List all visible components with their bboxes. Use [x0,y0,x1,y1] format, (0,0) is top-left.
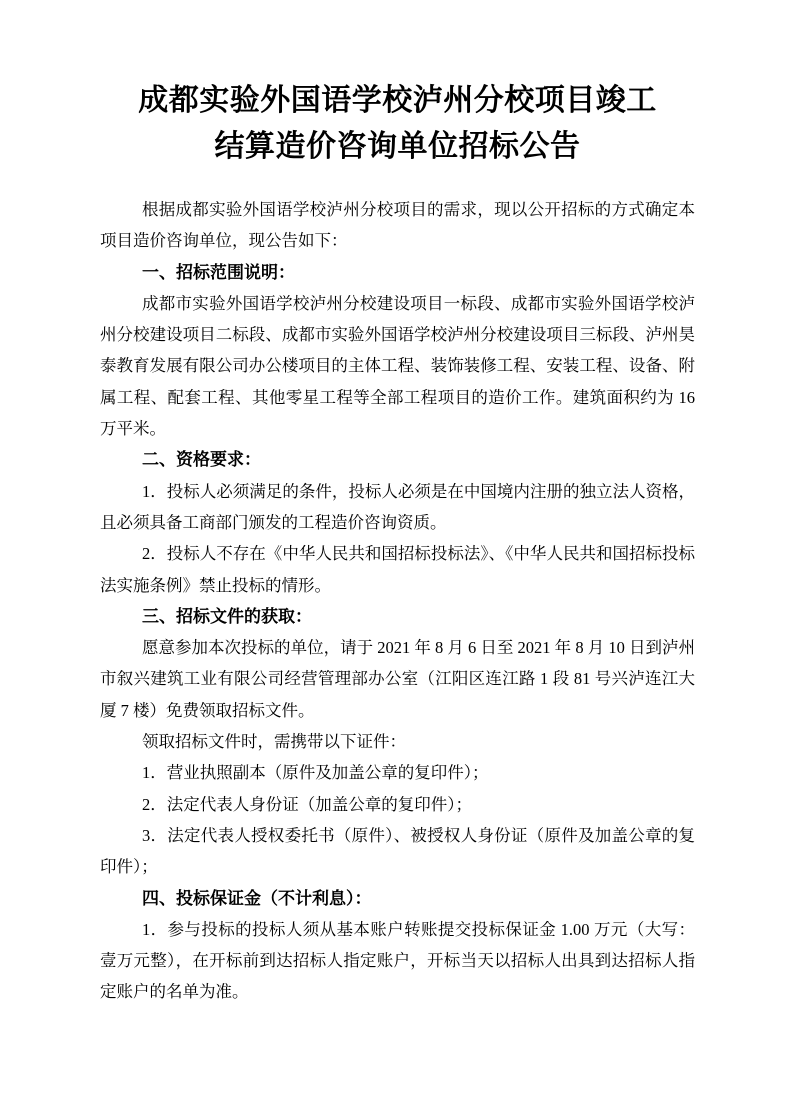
section-3-item-2: 2．法定代表人身份证（加盖公章的复印件）； [142,794,472,814]
intro-paragraph: 根据成都实验外国语学校泸州分校项目的需求，现以公开招标的方式确定本项目造价咨询单位，现公告如下： [100,200,695,251]
section-3-item-1: 1．营业执照副本（原件及加盖公章的复印件）； [142,763,489,783]
document-title [100,78,695,170]
document-title-line-2: 结算造价咨询单位招标公告 [214,130,581,163]
section-heading-1: 一、招标范围说明： [142,262,295,282]
section-4-paragraph: 1．参与投标的投标人须从基本账户转账提交投标保证金 1.00 万元（大写：壹万元整），在开标前到达招标人指定账户，开标当天以招标人出具到达招标人指定账户的名单为准。 [100,919,695,1002]
section-3-item-3: 3．法定代表人授权委托书（原件）、被授权人身份证（原件及加盖公章的复印件）； [100,825,695,877]
document-title-line-1: 成都实验外国语学校泸州分校项目竣工 [138,84,657,117]
section-heading-2: 二、资格要求： [142,450,261,470]
section-3-paragraph-2: 领取招标文件时，需携带以下证件： [142,732,406,752]
section-2-item-2: 2．投标人不存在《中华人民共和国招标投标法》、《中华人民共和国招标投标法实施条例》禁止投标的情形。 [100,544,695,595]
section-3-paragraph-1: 愿意参加本次投标的单位，请于 2021 年 8 月 6 日至 2021 年 8 月 10 日到泸州市叙兴建筑工业有限公司经营管理部办公室（江阳区连江路 1 段 81 号兴泸连江大厦 7 楼）免费领取招标文件。 [100,638,695,720]
section-2-item-1: 1．投标人必须满足的条件，投标人必须是在中国境内注册的独立法人资格，且必须具备工商部门颁发的工程造价咨询资质。 [100,481,695,532]
section-heading-4: 四、投标保证金（不计利息）： [142,888,372,908]
section-heading-3: 三、招标文件的获取： [142,606,312,626]
section-1-paragraph: 成都市实验外国语学校泸州分校建设项目一标段、成都市实验外国语学校泸州分校建设项目二标段、成都市实验外国语学校泸州分校建设项目三标段、泸州昊泰教育发展有限公司办公楼项目的主体工程、装饰装修工程、安装工程、设备、附属工程、配套工程、其他零星工程等全部工程项目的造价工作。建筑面积约为 16 万平米。 [100,293,695,439]
